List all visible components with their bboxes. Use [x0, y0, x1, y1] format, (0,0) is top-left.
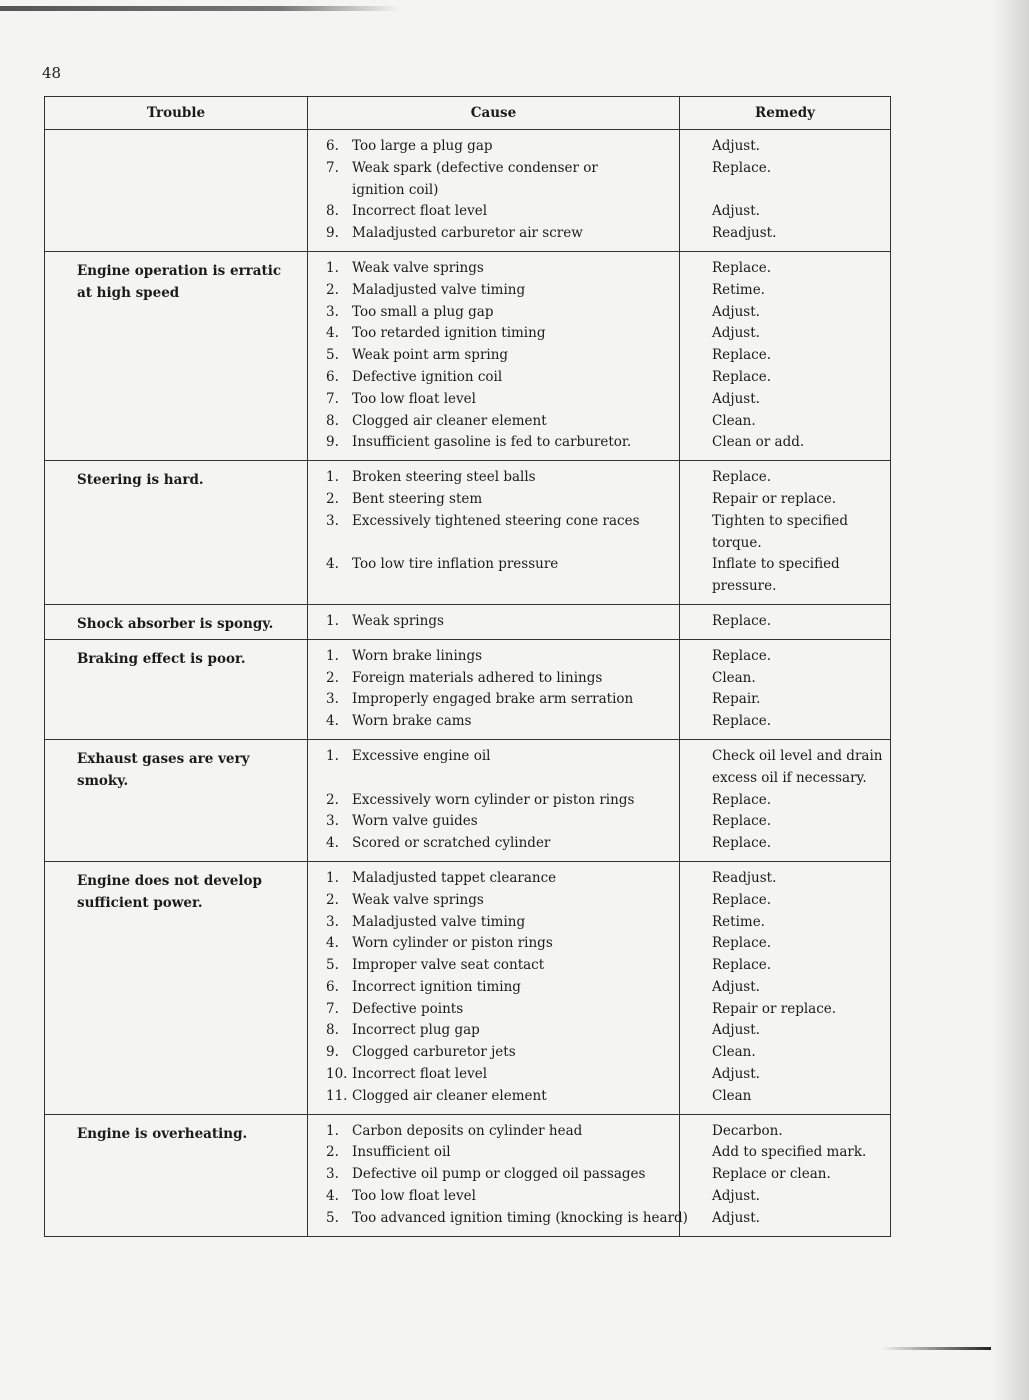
- remedy-cell: [680, 461, 891, 605]
- cause-line: [308, 367, 679, 389]
- cause-text: Excessive engine oil: [352, 747, 491, 764]
- cause-number: 2.: [326, 1144, 339, 1161]
- cause-line: [308, 1164, 679, 1186]
- remedy-line: Replace.: [712, 647, 772, 664]
- cause-number: 8.: [326, 203, 339, 220]
- cause-number: 2.: [326, 669, 339, 686]
- cause-line: [308, 1186, 679, 1208]
- cause-number: 8.: [326, 412, 339, 429]
- cause-text: Maladjusted valve timing: [352, 281, 526, 298]
- cause-cell: [308, 251, 680, 460]
- cause-number: 3.: [326, 1166, 339, 1183]
- cause-number: 9.: [326, 225, 339, 242]
- cause-cell: [308, 639, 680, 739]
- remedy-line: Repair or replace.: [712, 490, 837, 507]
- cause-text: ignition coil): [352, 181, 439, 198]
- cause-line: [308, 790, 679, 812]
- troubleshooting-table: [44, 96, 891, 1237]
- cause-line: [308, 955, 679, 977]
- cause-number: 1.: [326, 747, 339, 764]
- cause-line: [308, 511, 679, 533]
- remedy-line: Tighten to specified: [712, 512, 848, 529]
- cause-text: Excessively worn cylinder or piston rings: [352, 791, 635, 808]
- cause-text: Clogged carburetor jets: [352, 1044, 516, 1061]
- cause-line: [308, 768, 679, 790]
- cause-text: Weak valve springs: [352, 891, 484, 908]
- remedy-line: [680, 180, 890, 202]
- remedy-line: Adjust.: [712, 138, 760, 154]
- cause-line: [308, 280, 679, 302]
- cause-text: Defective oil pump or clogged oil passages: [352, 1166, 646, 1183]
- cause-line: [308, 323, 679, 345]
- remedy-line: torque.: [712, 534, 762, 551]
- remedy-line: Adjust.: [712, 390, 760, 407]
- remedy-line: Adjust.: [712, 1066, 760, 1083]
- cause-line: [308, 389, 679, 411]
- cause-number: 3.: [326, 512, 339, 529]
- cause-line: [308, 1042, 679, 1064]
- cause-number: 2.: [326, 791, 339, 808]
- cause-line: [308, 912, 679, 934]
- remedy-line: Adjust.: [712, 1022, 760, 1039]
- cause-text: Weak point arm spring: [352, 347, 509, 364]
- trouble-cell: Exhaust gases are very smoky.: [45, 739, 308, 861]
- table-body: [45, 130, 891, 1237]
- remedy-line: Replace.: [712, 891, 772, 908]
- remedy-line: Repair or replace.: [712, 1000, 837, 1017]
- remedy-cell: [680, 251, 891, 460]
- cause-number: 4.: [326, 1188, 339, 1205]
- cause-line: [308, 432, 679, 454]
- table-row: [45, 461, 891, 605]
- remedy-line: Adjust.: [712, 325, 760, 342]
- cause-line: [308, 467, 679, 489]
- remedy-line: Inflate to specified: [712, 556, 840, 573]
- cause-line: [308, 411, 679, 433]
- trouble-cell: [45, 130, 308, 252]
- cause-number: 5.: [326, 347, 339, 364]
- cause-text: Clogged air cleaner element: [352, 412, 547, 429]
- cause-line: [308, 868, 679, 890]
- cause-line: [308, 611, 679, 633]
- cause-text: Broken steering steel balls: [352, 469, 536, 486]
- trouble-cell: Shock absorber is spongy.: [45, 604, 308, 639]
- remedy-cell: [680, 1114, 891, 1236]
- remedy-line: Replace.: [712, 935, 772, 952]
- cause-line: [308, 1208, 688, 1230]
- cause-text: Too advanced ignition timing (knocking is heard): [352, 1209, 688, 1226]
- trouble-cell: Braking effect is poor.: [45, 639, 308, 739]
- table-row: [45, 604, 891, 639]
- cause-line: [308, 711, 679, 733]
- cause-text: Clogged air cleaner element: [352, 1087, 547, 1104]
- cause-cell: [308, 604, 680, 639]
- cause-text: Weak spark (defective condenser or: [352, 159, 598, 176]
- remedy-line: Replace.: [712, 259, 772, 276]
- cause-line: [308, 201, 679, 223]
- remedy-cell: [680, 130, 891, 252]
- cause-line: [308, 136, 679, 158]
- cause-line: [308, 668, 679, 690]
- cause-line: [308, 933, 679, 955]
- remedy-line: Adjust.: [712, 1188, 760, 1205]
- cause-line: [308, 1086, 679, 1108]
- cause-line: [308, 223, 679, 245]
- table-row: [45, 130, 891, 252]
- remedy-cell: [680, 739, 891, 861]
- cause-number: 2.: [326, 891, 339, 908]
- header-remedy: Remedy: [680, 97, 891, 130]
- cause-number: 7.: [326, 390, 339, 407]
- remedy-line: excess oil if necessary.: [712, 769, 867, 786]
- cause-number: 2.: [326, 281, 339, 298]
- remedy-line: Replace.: [712, 791, 772, 808]
- cause-line: [308, 158, 679, 180]
- cause-text: Weak springs: [352, 612, 444, 629]
- remedy-line: Replace.: [712, 159, 772, 176]
- cause-number: 7.: [326, 1000, 339, 1017]
- cause-line: [308, 811, 679, 833]
- cause-number: 6.: [326, 368, 339, 385]
- remedy-cell: [680, 604, 891, 639]
- cause-number: 1.: [326, 612, 339, 629]
- cause-text: Defective ignition coil: [352, 368, 503, 385]
- remedy-line: Replace.: [712, 813, 772, 830]
- cause-text: Incorrect plug gap: [352, 1022, 480, 1039]
- cause-number: 4.: [326, 713, 339, 730]
- remedy-line: Check oil level and drain: [712, 747, 883, 764]
- cause-text: Incorrect float level: [352, 203, 488, 220]
- remedy-line: Adjust.: [712, 303, 760, 320]
- cause-text: Excessively tightened steering cone races: [352, 512, 640, 529]
- remedy-line: Clean.: [712, 1044, 756, 1061]
- remedy-line: Readjust.: [712, 225, 777, 242]
- cause-number: 4.: [326, 935, 339, 952]
- cause-cell: [308, 861, 680, 1114]
- cause-number: 9.: [326, 434, 339, 451]
- table-row: [45, 1114, 891, 1236]
- trouble-cell: Steering is hard.: [45, 461, 308, 605]
- cause-line: [308, 180, 679, 202]
- cause-line: [308, 1121, 679, 1143]
- scan-shadow: [993, 0, 1029, 1400]
- cause-number: 3.: [326, 813, 339, 830]
- cause-number: 1.: [326, 869, 339, 886]
- header-trouble: Trouble: [45, 97, 308, 130]
- cause-line: [308, 1142, 679, 1164]
- remedy-line: Clean.: [712, 412, 756, 429]
- cause-cell: [308, 130, 680, 252]
- cause-cell: [308, 739, 680, 861]
- cause-cell: [308, 461, 680, 605]
- cause-number: 3.: [326, 303, 339, 320]
- cause-line: [308, 833, 679, 855]
- cause-number: 3.: [326, 691, 339, 708]
- cause-text: Worn brake cams: [352, 713, 472, 730]
- remedy-line: Replace.: [712, 469, 772, 486]
- remedy-cell: [680, 639, 891, 739]
- cause-text: Scored or scratched cylinder: [352, 835, 551, 852]
- cause-number: 1.: [326, 259, 339, 276]
- cause-line: [308, 258, 679, 280]
- cause-number: 11.: [326, 1087, 348, 1104]
- table-row: [45, 639, 891, 739]
- remedy-cell: [680, 861, 891, 1114]
- cause-text: Improperly engaged brake arm serration: [352, 691, 634, 708]
- table-row: [45, 861, 891, 1114]
- cause-number: 9.: [326, 1044, 339, 1061]
- cause-text: Incorrect ignition timing: [352, 978, 521, 995]
- cause-text: Defective points: [352, 1000, 464, 1017]
- remedy-line: Clean: [712, 1087, 752, 1104]
- trouble-cell: Engine is overheating.: [45, 1114, 308, 1236]
- remedy-line: Adjust.: [712, 1209, 760, 1226]
- remedy-line: Clean or add.: [712, 434, 805, 451]
- remedy-line: Retime.: [712, 281, 765, 298]
- page-number: 48: [42, 64, 62, 82]
- remedy-line: Replace.: [712, 713, 772, 730]
- cause-text: Too low tire inflation pressure: [352, 556, 559, 573]
- cause-number: 8.: [326, 1022, 339, 1039]
- cause-number: 10.: [326, 1066, 348, 1083]
- cause-line: [308, 554, 679, 576]
- cause-text: Too low float level: [352, 390, 476, 407]
- cause-text: Worn brake linings: [352, 647, 483, 664]
- remedy-line: Replace or clean.: [712, 1166, 831, 1183]
- remedy-line: Adjust.: [712, 203, 760, 220]
- cause-text: Too large a plug gap: [352, 138, 493, 154]
- remedy-line: Replace.: [712, 347, 772, 364]
- table-row: [45, 251, 891, 460]
- cause-text: Foreign materials adhered to linings: [352, 669, 603, 686]
- cause-text: Too retarded ignition timing: [352, 325, 546, 342]
- table-row: [45, 739, 891, 861]
- cause-line: [308, 977, 679, 999]
- remedy-line: Readjust.: [712, 869, 777, 886]
- cause-line: [308, 689, 679, 711]
- cause-text: Worn valve guides: [352, 813, 478, 830]
- header-cause: Cause: [308, 97, 680, 130]
- cause-line: [308, 576, 679, 598]
- cause-line: [308, 1064, 679, 1086]
- cause-text: Maladjusted tappet clearance: [352, 869, 557, 886]
- cause-text: Carbon deposits on cylinder head: [352, 1122, 583, 1139]
- remedy-line: Retime.: [712, 913, 765, 930]
- cause-text: Improper valve seat contact: [352, 957, 545, 974]
- cause-number: 5.: [326, 957, 339, 974]
- remedy-line: Decarbon.: [712, 1122, 783, 1139]
- remedy-line: Replace.: [712, 368, 772, 385]
- cause-text: Too low float level: [352, 1188, 476, 1205]
- remedy-line: Clean.: [712, 669, 756, 686]
- cause-text: Bent steering stem: [352, 490, 483, 507]
- cause-text: Incorrect float level: [352, 1066, 488, 1083]
- cause-number: 1.: [326, 469, 339, 486]
- remedy-line: Adjust.: [712, 978, 760, 995]
- cause-text: Insufficient gasoline is fed to carburetor.: [352, 434, 632, 451]
- remedy-line: Repair.: [712, 691, 761, 708]
- cause-number: 2.: [326, 490, 339, 507]
- cause-line: [308, 533, 679, 555]
- cause-text: Worn cylinder or piston rings: [352, 935, 553, 952]
- cause-line: [308, 890, 679, 912]
- cause-number: 5.: [326, 1209, 339, 1226]
- cause-line: [308, 999, 679, 1021]
- cause-cell: [308, 1114, 688, 1236]
- cause-number: 4.: [326, 325, 339, 342]
- cause-line: [308, 746, 679, 768]
- cause-text: Insufficient oil: [352, 1144, 451, 1161]
- cause-number: 4.: [326, 556, 339, 573]
- cause-text: Too small a plug gap: [352, 303, 494, 320]
- scan-edge-mark: [0, 6, 400, 11]
- trouble-cell: Engine does not develop sufficient power.: [45, 861, 308, 1114]
- cause-line: [308, 489, 679, 511]
- remedy-line: pressure.: [712, 578, 777, 595]
- cause-line: [308, 345, 679, 367]
- remedy-line: Replace.: [712, 612, 772, 629]
- remedy-line: Replace.: [712, 957, 772, 974]
- cause-text: Maladjusted carburetor air screw: [352, 225, 583, 242]
- cause-line: [308, 646, 679, 668]
- cause-line: [308, 1020, 679, 1042]
- remedy-line: Add to specified mark.: [712, 1144, 867, 1161]
- trouble-cell: Engine operation is erratic at high speed: [45, 251, 308, 460]
- cause-number: 4.: [326, 835, 339, 852]
- cause-number: 1.: [326, 647, 339, 664]
- cause-number: 6.: [326, 978, 339, 995]
- scan-corner-mark: [881, 1347, 991, 1350]
- cause-text: Weak valve springs: [352, 259, 484, 276]
- cause-line: [308, 302, 679, 324]
- cause-number: 6.: [326, 138, 339, 154]
- cause-number: 3.: [326, 913, 339, 930]
- remedy-line: Replace.: [712, 835, 772, 852]
- cause-text: Maladjusted valve timing: [352, 913, 526, 930]
- cause-number: 7.: [326, 159, 339, 176]
- table-header-row: [45, 97, 891, 130]
- cause-number: 1.: [326, 1122, 339, 1139]
